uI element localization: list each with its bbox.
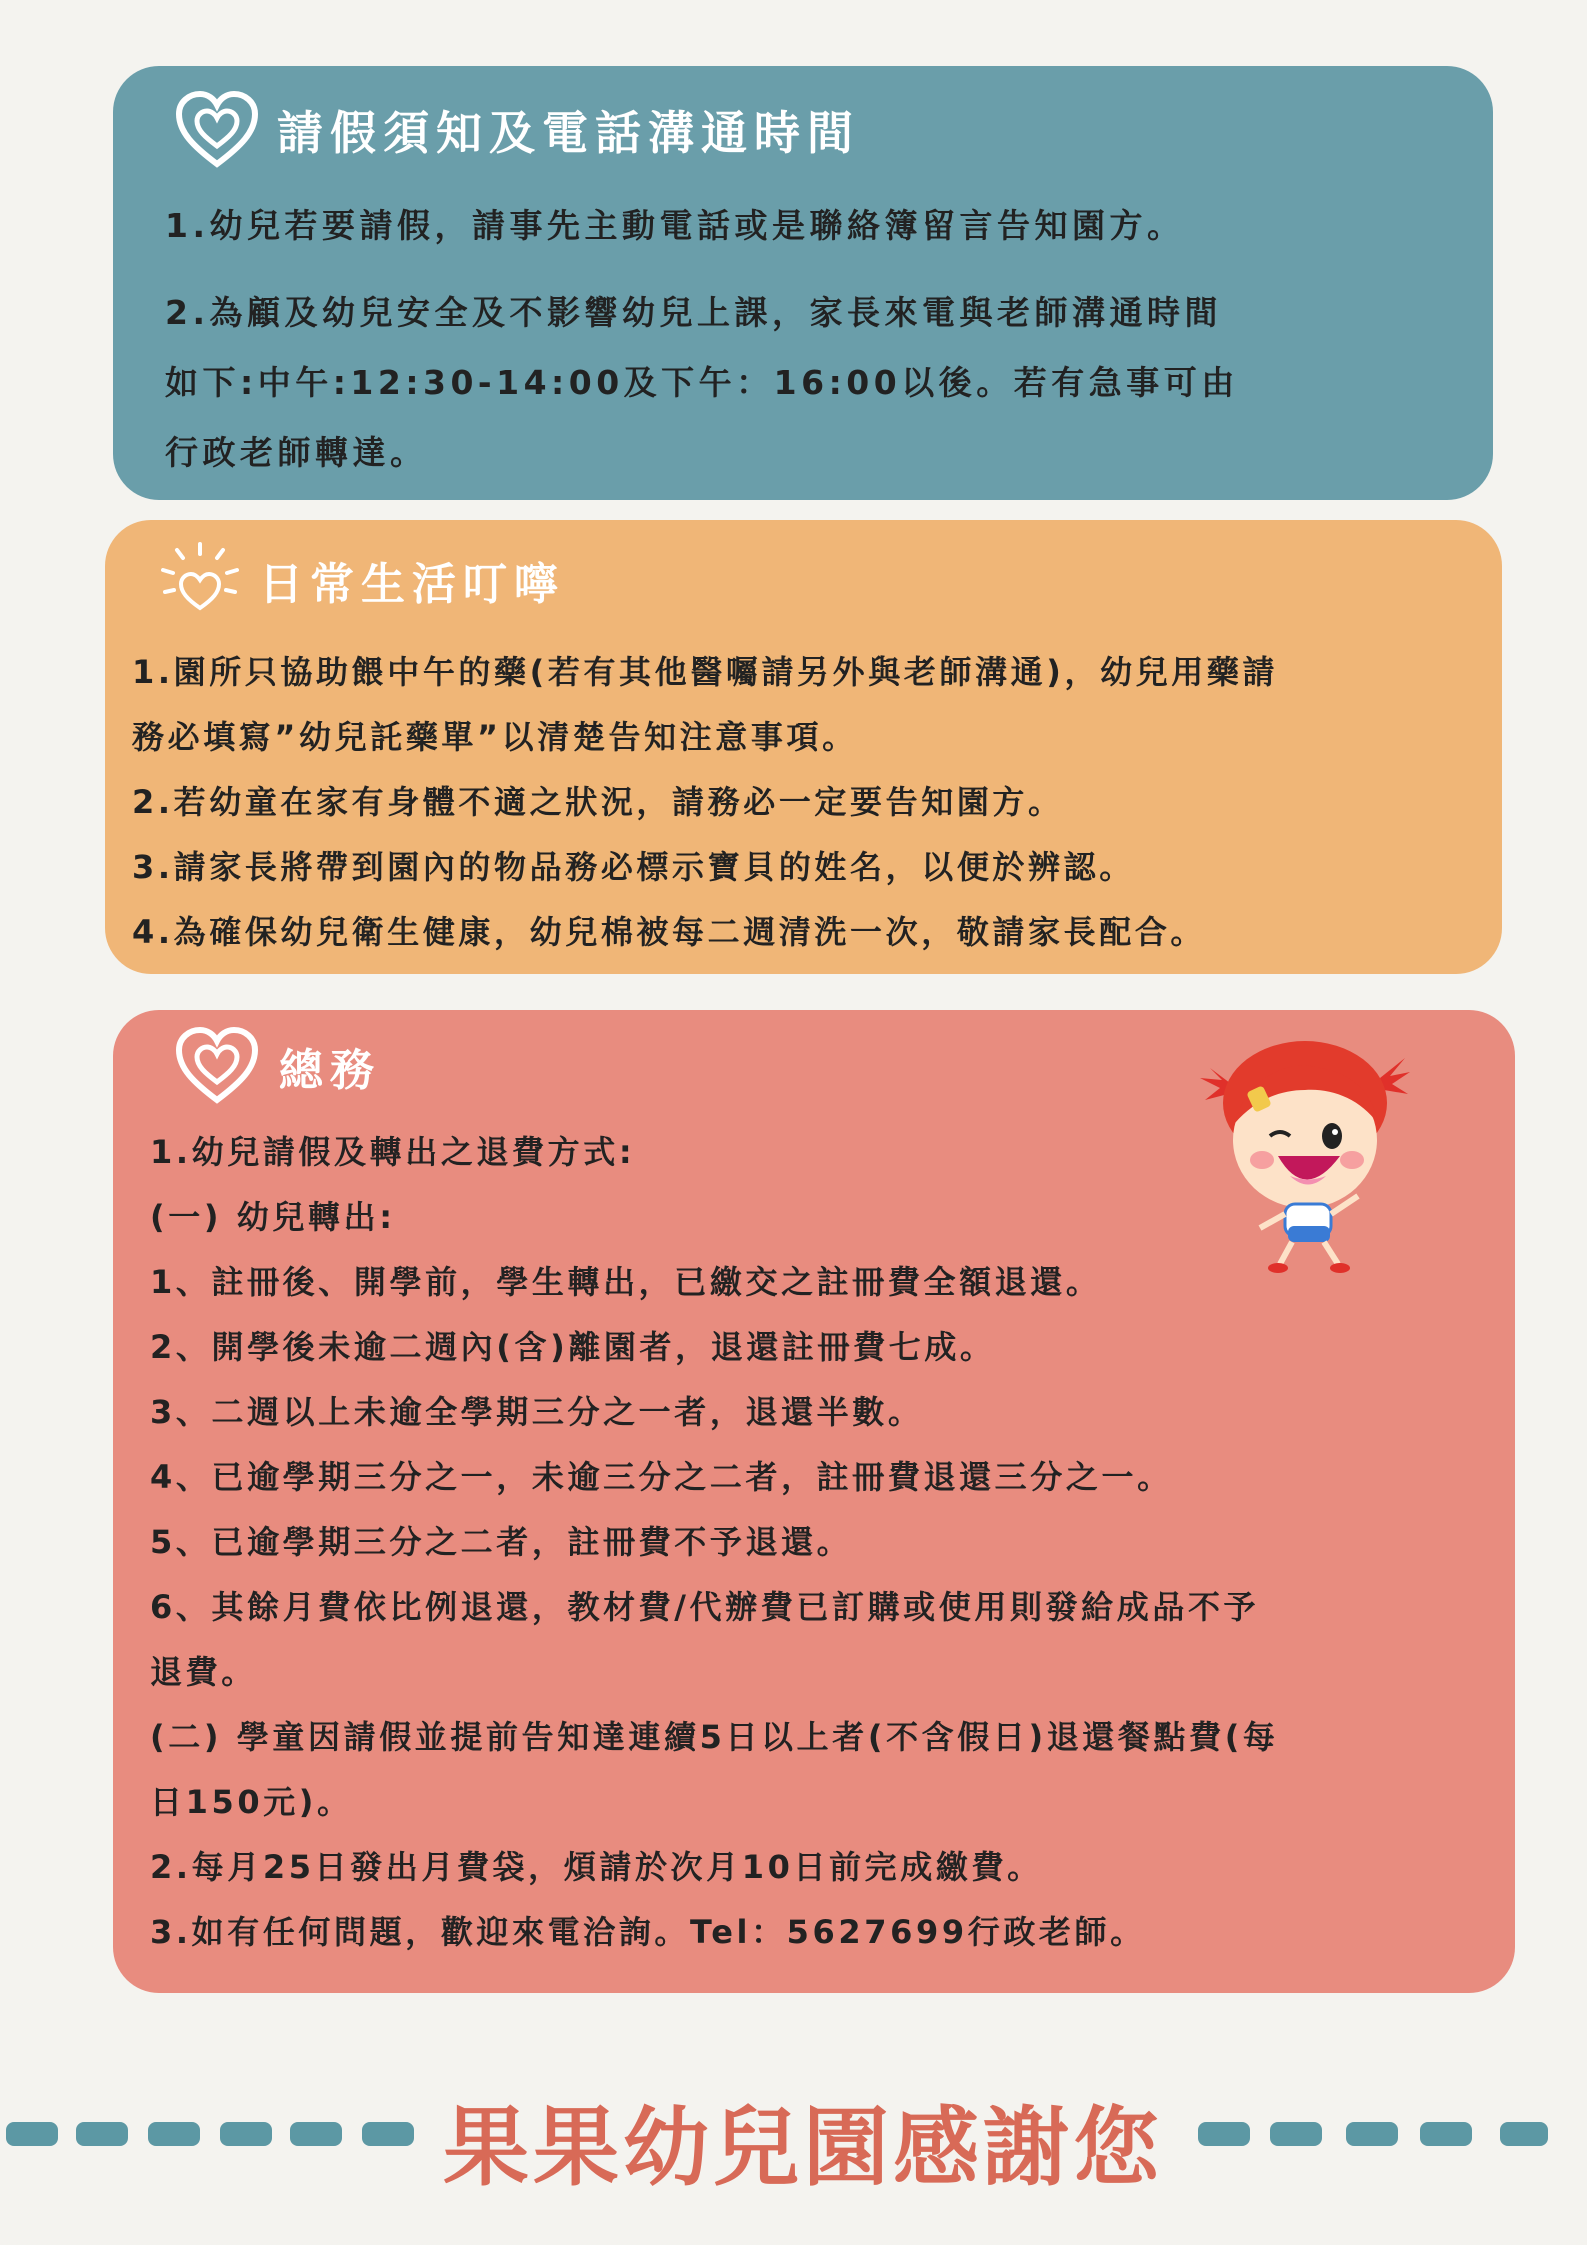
list-item: 行政老師轉達。 [165,433,428,472]
section-header [175,1026,381,1106]
list-item: 1.園所只協助餵中午的藥(若有其他醫囑請另外與老師溝通)，幼兒用藥請 [132,653,1279,691]
section-title: 請假須知及電話溝通時間 [277,106,860,160]
dash-divider [1420,2122,1472,2146]
list-item: 4、已逾學期三分之一，未逾三分之二者，註冊費退還三分之一。 [150,1458,1173,1496]
heart-icon [175,90,259,170]
list-item: 1.幼兒若要請假，請事先主動電話或是聯絡簿留言告知園方。 [165,206,1185,245]
list-item: 1、註冊後、開學前，學生轉出，已繳交之註冊費全額退還。 [150,1263,1102,1301]
dash-divider [1198,2122,1250,2146]
notice-card-daily [105,520,1502,974]
list-item: 6、其餘月費依比例退還，教材費/代辦費已訂購或使用則發給成品不予 [150,1588,1260,1626]
list-item: 2、開學後未逾二週內(含)離園者，退還註冊費七成。 [150,1328,996,1366]
list-item: 4.為確保幼兒衛生健康，幼兒棉被每二週清洗一次，敬請家長配合。 [132,913,1207,951]
list-item: 2.每月25日發出月費袋，煩請於次月10日前完成繳費。 [150,1848,1043,1886]
list-item: 3.如有任何問題，歡迎來電洽詢。Tel：5627699行政老師。 [150,1913,1146,1951]
section-title: 總務 [279,1045,381,1096]
list-item: 2.為顧及幼兒安全及不影響幼兒上課，家長來電與老師溝通時間 [165,293,1222,332]
section-body [150,1120,1279,1965]
section-title: 日常生活叮嚀 [259,559,565,610]
list-item: 1.幼兒請假及轉出之退費方式: [150,1133,636,1171]
section-body [132,640,1278,965]
list-item: (一) 幼兒轉出: [150,1198,396,1236]
dash-divider [1346,2122,1398,2146]
list-item: 3、二週以上未逾全學期三分之一者，退還半數。 [150,1393,924,1431]
dash-divider [362,2122,414,2146]
list-item: 務必填寫”幼兒託藥單”以清楚告知注意事項。 [132,718,858,756]
section-body [165,191,1239,488]
list-item: 退費。 [150,1653,257,1691]
list-item: 5、已逾學期三分之二者，註冊費不予退還。 [150,1523,853,1561]
dash-divider [220,2122,272,2146]
notice-card-leave [113,66,1493,500]
list-item: 2.若幼童在家有身體不適之狀況，請務必一定要告知園方。 [132,783,1064,821]
dash-divider [76,2122,128,2146]
dash-divider [6,2122,58,2146]
section-header [155,540,565,620]
sparkle-heart-icon [155,540,245,620]
list-item: 如下:中午:12:30-14:00及下午：16:00以後。若有急事可由 [165,363,1239,402]
list-item: 日150元)。 [150,1783,353,1821]
section-header [175,90,860,170]
heart-icon [175,1026,259,1106]
dash-divider [1500,2122,1548,2146]
list-item: 3.請家長將帶到園內的物品務必標示寶貝的姓名，以便於辨認。 [132,848,1135,886]
dash-divider [290,2122,342,2146]
dash-divider [148,2122,200,2146]
list-item: (二) 學童因請假並提前告知達連續5日以上者(不含假日)退還餐點費(每 [150,1718,1279,1756]
girl-mascot-illustration [1200,1028,1410,1278]
footer-title: 果果幼兒園感謝您 [443,2097,1163,2198]
dash-divider [1270,2122,1322,2146]
